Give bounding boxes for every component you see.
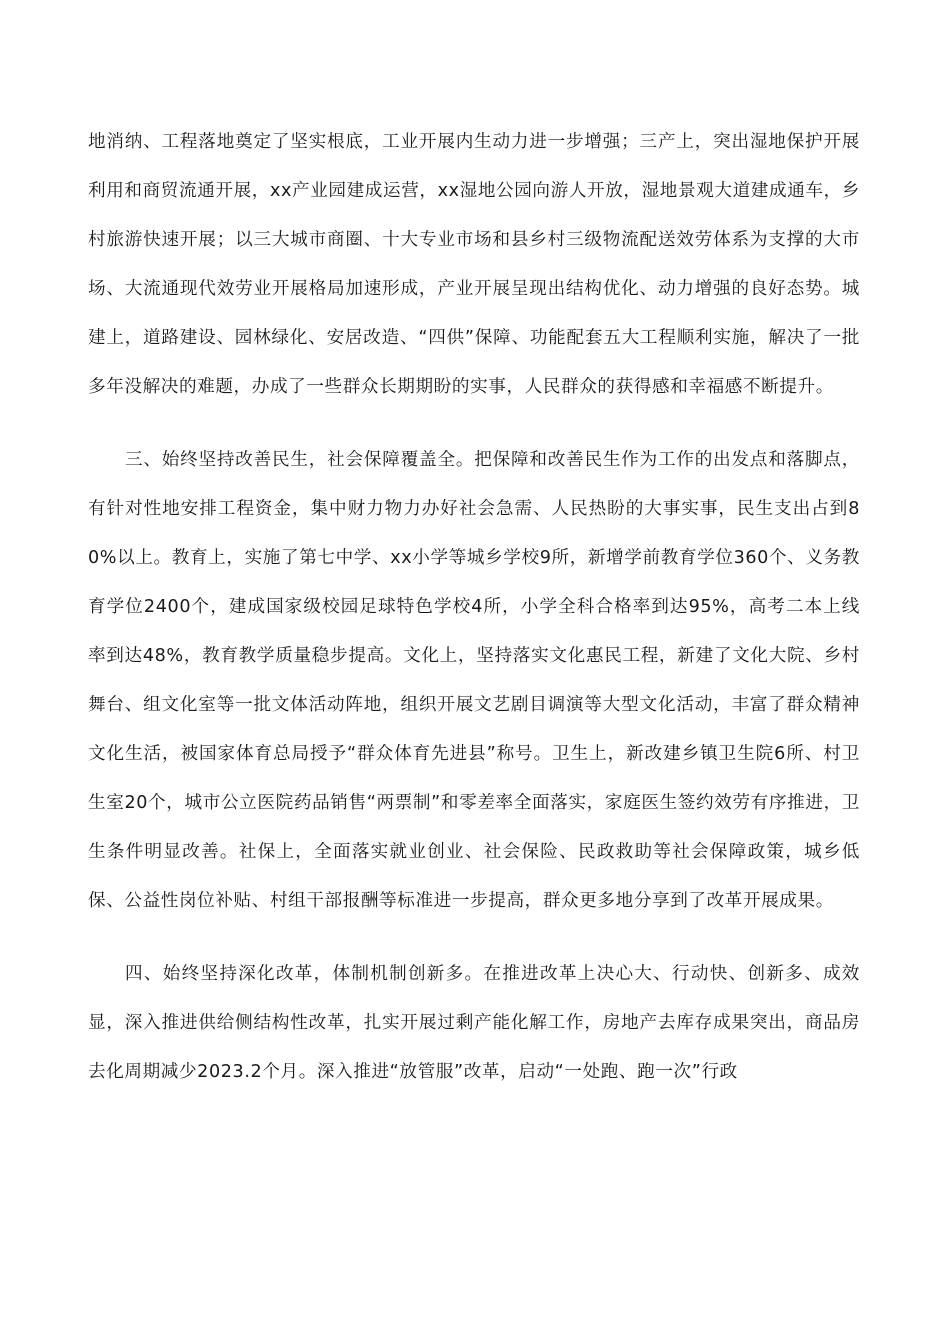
paragraph-industry-urban-construction: 地消纳、工程落地奠定了坚实根底，工业开展内生动力进一步增强；三产上，突出湿地保护开展利用和商贸流通开展，xx产业园建成运营，xx湿地公园向游人开放，湿地景观大道建成通车，乡村旅游快速开展；以三大城市商圈、十大专业市场和县乡村三级物流配送效劳体系为支撑的大市场、大流通现代效劳业开展格局加速形成，产业开展呈现出结构优化、动力增强的良好态势。城建上，道路建设、园林绿化、安居改造、“四供”保障、功能配套五大工程顺利实施，解决了一批多年没解决的难题，办成了一些群众长期期盼的实事，人民群众的获得感和幸福感不断提升。 [88, 132, 860, 397]
paragraph-deepening-reform: 四、始终坚持深化改革，体制机制创新多。在推进改革上决心大、行动快、创新多、成效显，深入推进供给侧结构性改革，扎实开展过剩产能化解工作，房地产去库存成果突出，商品房去化周期减少2023.2个月。深入推进“放管服”改革，启动“一处跑、跑一次”行政 [88, 964, 860, 1082]
document-body [88, 118, 860, 1097]
paragraph-spacer [88, 412, 860, 436]
paragraph-livelihood-social-security: 三、始终坚持改善民生，社会保障覆盖全。把保障和改善民生作为工作的出发点和落脚点，有针对性地安排工程资金，集中财力物力办好社会急需、人民热盼的大事实事，民生支出占到80%以上。教育上，实施了第七中学、xx小学等城乡学校9所，新增学前教育学位360个、义务教育学位2400个，建成国家级校园足球特色学校4所，小学全科合格率到达95%，高考二本上线率到达48%，教育教学质量稳步提高。文化上，坚持落实文化惠民工程，新建了文化大院、乡村舞台、组文化室等一批文体活动阵地，组织开展文艺剧目调演等大型文化活动，丰富了群众精神文化生活，被国家体育总局授予“群众体育先进县”称号。卫生上，新改建乡镇卫生院6所、村卫生室20个，城市公立医院药品销售“两票制”和零差率全面落实，家庭医生签约效劳有序推进，卫生条件明显改善。社保上，全面落实就业创业、社会保险、民政救助等社会保障政策，城乡低保、公益性岗位补贴、村组干部报酬等标准进一步提高，群众更多地分享到了改革开展成果。 [88, 450, 860, 911]
paragraph-spacer [88, 926, 860, 950]
